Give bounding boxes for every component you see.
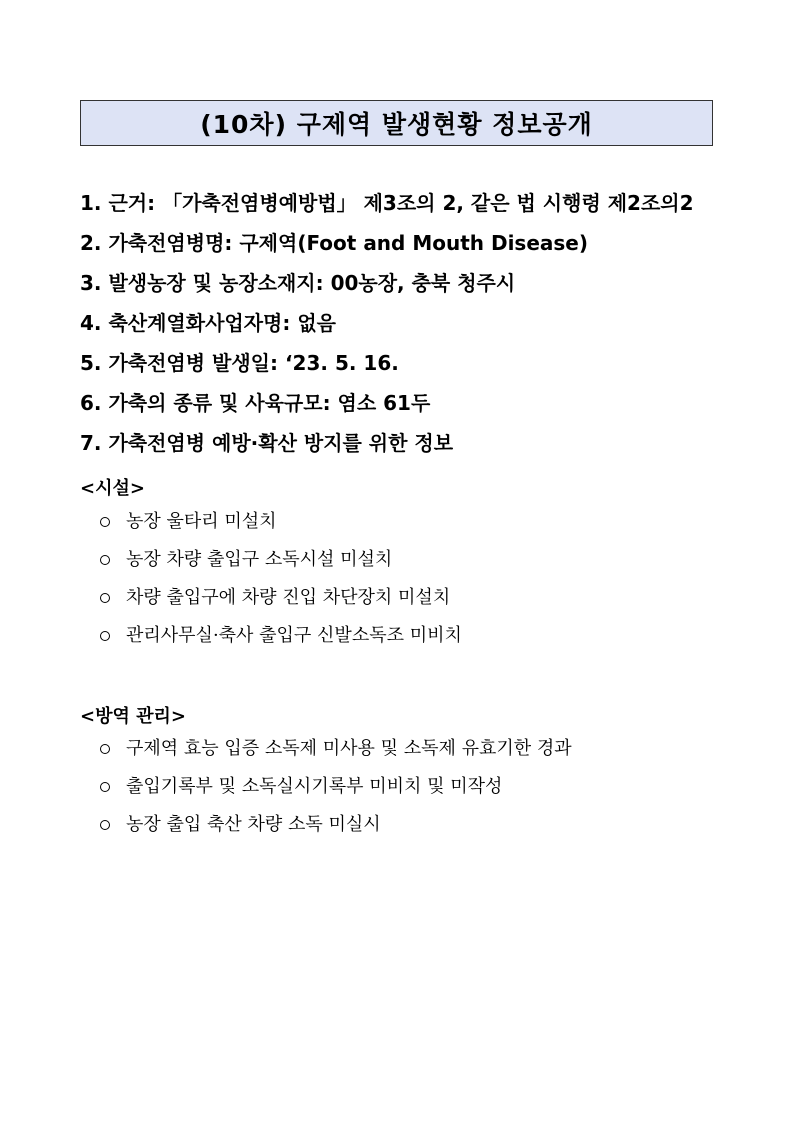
info-item-basis: 1. 근거: 「가축전염병예방법」 제3조의 2, 같은 법 시행령 제2조의2 — [80, 191, 694, 215]
info-item-outbreak-date: 5. 가축전염병 발생일: ‘23. 5. 16. — [80, 351, 399, 375]
bullet-text: 구제역 효능 입증 소독제 미사용 및 소독제 유효기한 경과 — [126, 738, 572, 759]
bullet-text: 출입기록부 및 소독실시기록부 미비치 및 미작성 — [126, 776, 503, 797]
info-item-farm-location: 3. 발생농장 및 농장소재지: 00농장, 충북 청주시 — [80, 271, 516, 295]
circle-bullet-icon — [100, 517, 110, 527]
management-heading: <방역 관리> — [80, 706, 186, 727]
info-item-disease-name: 2. 가축전염병명: 구제역(Foot and Mouth Disease) — [80, 231, 589, 255]
list-item — [100, 617, 462, 655]
facility-heading: <시설> — [80, 478, 145, 499]
circle-bullet-icon — [100, 593, 110, 603]
page-title: (10차) 구제역 발생현황 정보공개 — [200, 110, 593, 139]
info-item-integrator: 4. 축산계열화사업자명: 없음 — [80, 311, 336, 335]
bullet-text: 농장 출입 축산 차량 소독 미실시 — [126, 814, 381, 835]
list-item — [100, 768, 572, 806]
circle-bullet-icon — [100, 555, 110, 565]
list-item — [100, 503, 462, 541]
circle-bullet-icon — [100, 744, 110, 754]
bullet-text: 차량 출입구에 차량 진입 차단장치 미설치 — [126, 587, 451, 608]
bullet-text: 농장 울타리 미설치 — [126, 511, 277, 532]
info-list — [80, 183, 780, 463]
bullet-text: 관리사무실·축사 출입구 신발소독조 미비치 — [126, 625, 462, 646]
title-box — [80, 100, 713, 146]
facility-list — [100, 503, 462, 655]
list-item — [100, 541, 462, 579]
circle-bullet-icon — [100, 820, 110, 830]
circle-bullet-icon — [100, 631, 110, 641]
info-item-livestock: 6. 가축의 종류 및 사육규모: 염소 61두 — [80, 391, 431, 415]
list-item — [100, 806, 572, 844]
info-item-prevention: 7. 가축전염병 예방·확산 방지를 위한 정보 — [80, 431, 454, 455]
management-list — [100, 730, 572, 844]
list-item — [100, 579, 462, 617]
list-item — [100, 730, 572, 768]
bullet-text: 농장 차량 출입구 소독시설 미설치 — [126, 549, 393, 570]
circle-bullet-icon — [100, 782, 110, 792]
